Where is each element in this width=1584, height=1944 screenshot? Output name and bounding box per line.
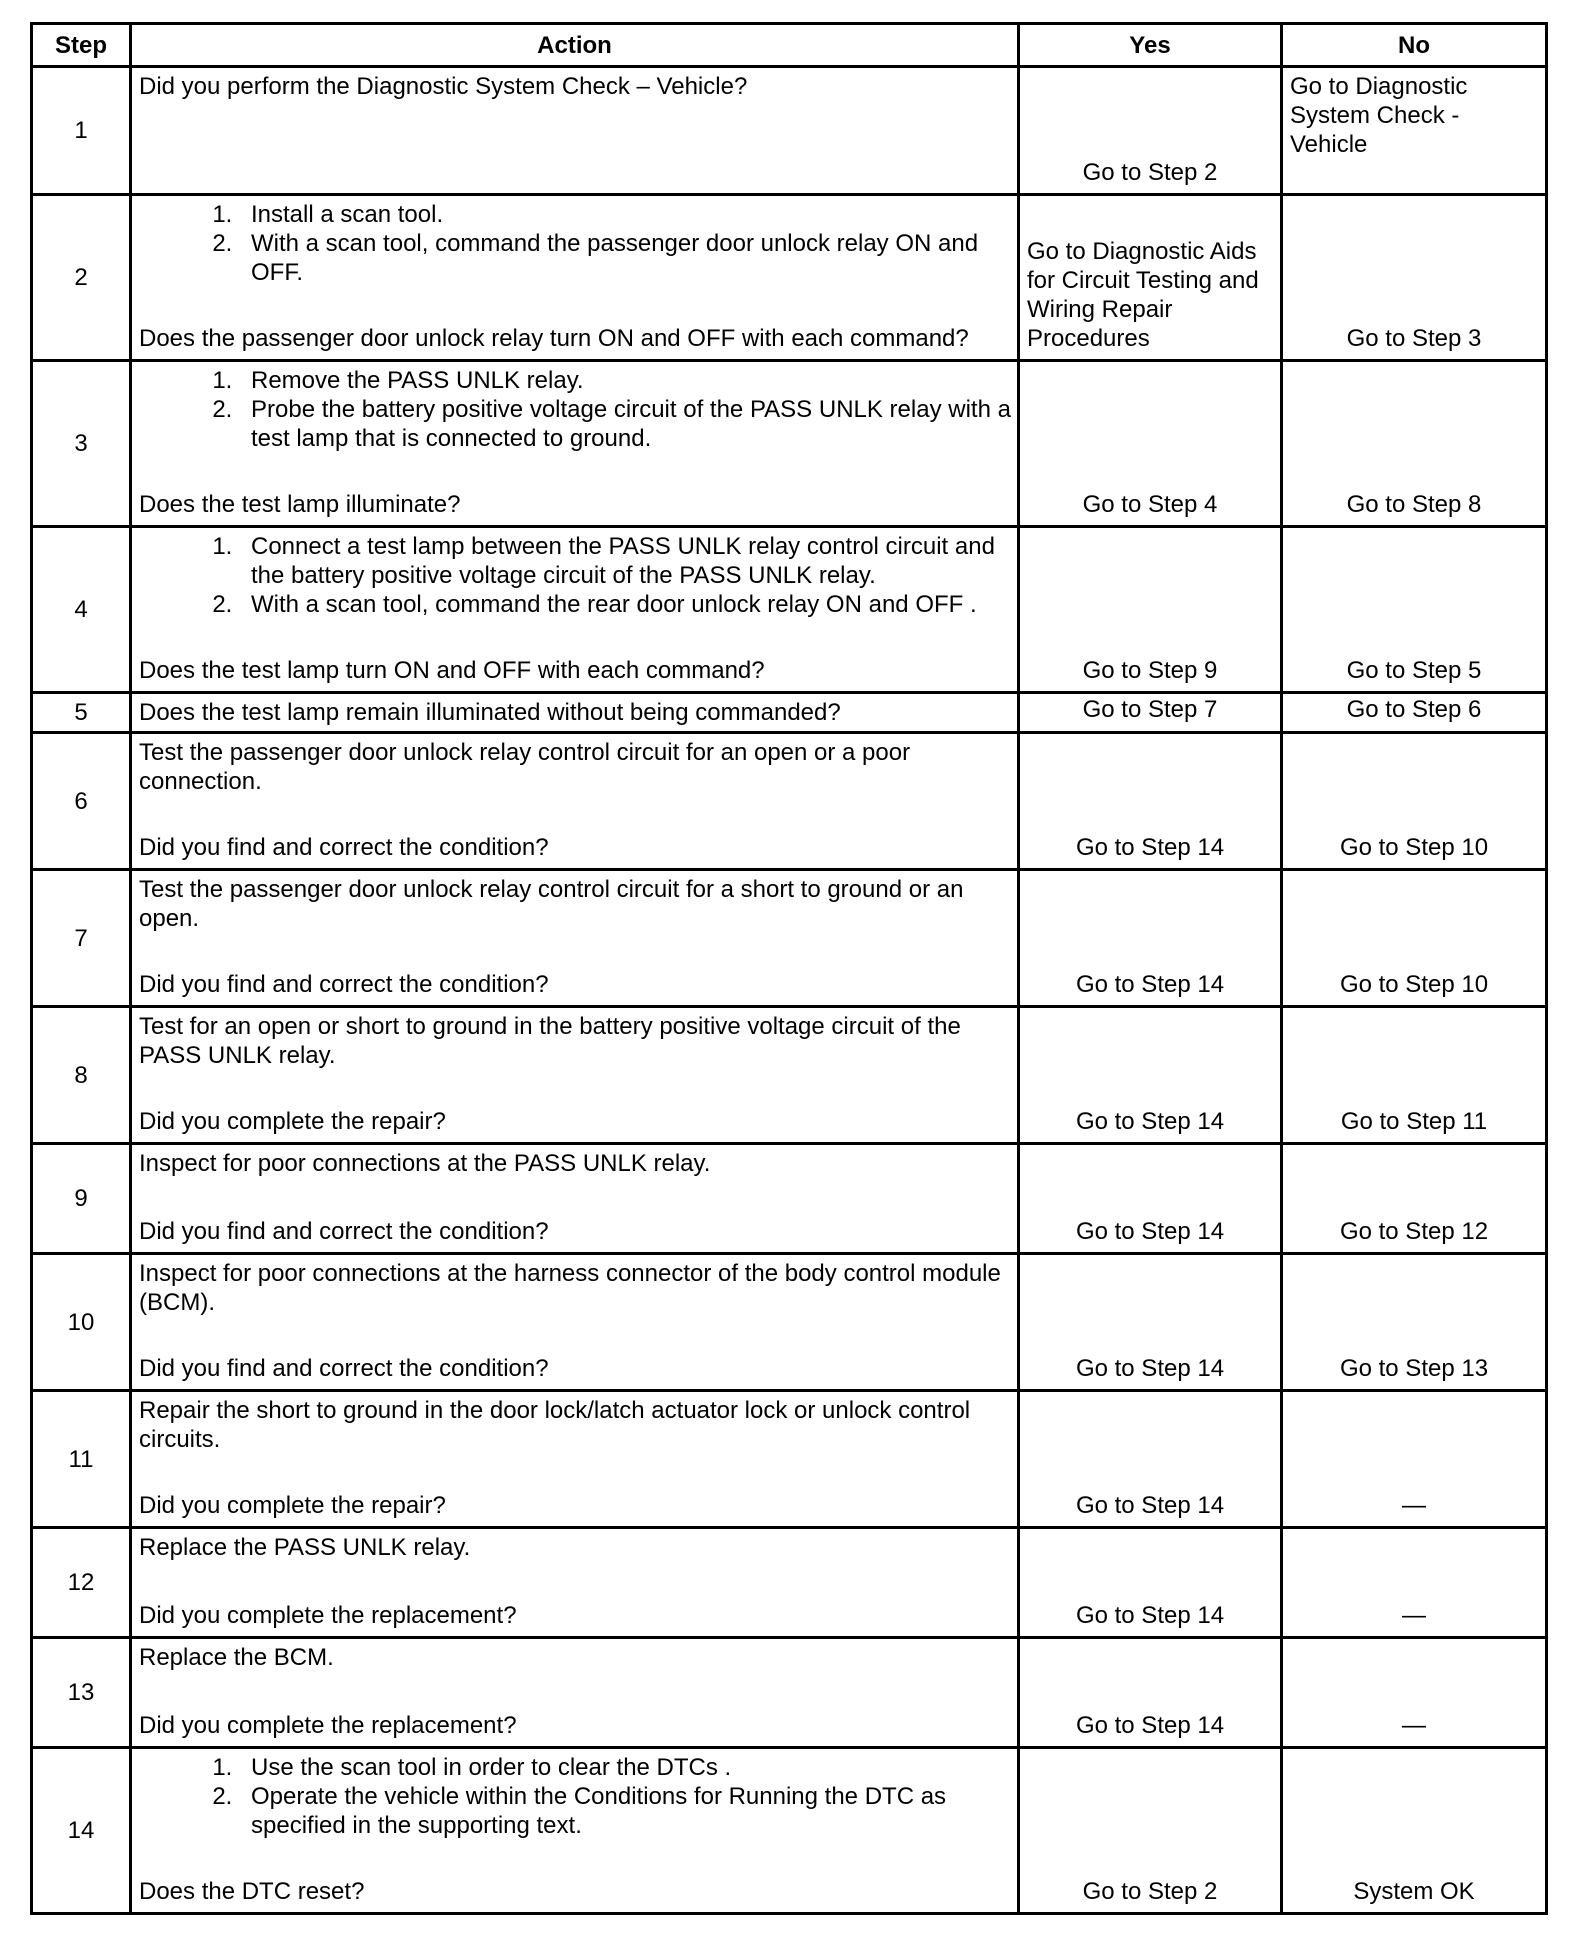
yes-outcome: Go to Step 2 xyxy=(1019,1748,1282,1914)
no-outcome: — xyxy=(1282,1528,1547,1638)
step-number: 3 xyxy=(32,361,131,527)
header-step: Step xyxy=(32,24,131,67)
no-outcome: — xyxy=(1282,1638,1547,1748)
yes-outcome: Go to Step 7 xyxy=(1019,693,1282,733)
table-row xyxy=(32,1528,1547,1638)
action-step-item: 1. Use the scan tool in order to clear the DTCs . xyxy=(239,1753,1011,1782)
action-cell xyxy=(131,1007,1019,1144)
action-question: Does the DTC reset? xyxy=(139,1878,365,1905)
table-row xyxy=(32,1144,1547,1254)
action-question: Did you complete the replacement? xyxy=(139,1712,517,1739)
step-number: 12 xyxy=(32,1528,131,1638)
action-cell xyxy=(131,1391,1019,1528)
header-yes: Yes xyxy=(1019,24,1282,67)
no-outcome: Go to Diagnostic System Check - Vehicle xyxy=(1282,67,1547,195)
table-row xyxy=(32,1638,1547,1748)
action-question: Does the test lamp turn ON and OFF with each command? xyxy=(139,657,765,684)
table-row xyxy=(32,870,1547,1007)
step-number: 9 xyxy=(32,1144,131,1254)
action-statement: Replace the PASS UNLK relay. xyxy=(139,1534,471,1561)
no-outcome: Go to Step 8 xyxy=(1282,361,1547,527)
diagnostic-table xyxy=(30,22,1548,1915)
no-outcome: Go to Step 10 xyxy=(1282,733,1547,870)
action-question: Did you find and correct the condition? xyxy=(139,1355,549,1382)
action-step-list xyxy=(139,200,1011,287)
action-statement: Replace the BCM. xyxy=(139,1644,334,1671)
no-outcome: Go to Step 3 xyxy=(1282,195,1547,361)
table-row xyxy=(32,1007,1547,1144)
yes-outcome: Go to Step 14 xyxy=(1019,1007,1282,1144)
step-number: 14 xyxy=(32,1748,131,1914)
yes-outcome: Go to Diagnostic Aids for Circuit Testing and Wiring Repair Procedures xyxy=(1019,195,1282,361)
table-row xyxy=(32,361,1547,527)
no-outcome: Go to Step 5 xyxy=(1282,527,1547,693)
action-cell xyxy=(131,1254,1019,1391)
header-no: No xyxy=(1282,24,1547,67)
action-cell xyxy=(131,693,1019,733)
step-number: 10 xyxy=(32,1254,131,1391)
yes-outcome: Go to Step 14 xyxy=(1019,1144,1282,1254)
no-outcome: — xyxy=(1282,1391,1547,1528)
action-cell xyxy=(131,67,1019,195)
action-cell xyxy=(131,1638,1019,1748)
action-question: Did you find and correct the condition? xyxy=(139,971,549,998)
action-step-item: 1. Install a scan tool. xyxy=(239,200,1011,229)
no-outcome: Go to Step 6 xyxy=(1282,693,1547,733)
action-cell xyxy=(131,870,1019,1007)
action-cell xyxy=(131,527,1019,693)
yes-outcome: Go to Step 14 xyxy=(1019,1528,1282,1638)
table-row xyxy=(32,195,1547,361)
yes-outcome: Go to Step 14 xyxy=(1019,1638,1282,1748)
action-cell xyxy=(131,1748,1019,1914)
action-statement: Inspect for poor connections at the harness connector of the body control module (BCM). xyxy=(139,1260,1001,1316)
table-row xyxy=(32,527,1547,693)
yes-outcome: Go to Step 14 xyxy=(1019,1391,1282,1528)
step-number: 2 xyxy=(32,195,131,361)
header-row xyxy=(32,24,1547,67)
no-outcome: Go to Step 12 xyxy=(1282,1144,1547,1254)
action-statement: Inspect for poor connections at the PASS UNLK relay. xyxy=(139,1150,711,1177)
table-row xyxy=(32,693,1547,733)
action-question: Did you complete the repair? xyxy=(139,1108,446,1135)
action-step-item: 2. With a scan tool, command the passenger door unlock relay ON and OFF. xyxy=(239,229,1011,287)
table-row xyxy=(32,67,1547,195)
step-number: 7 xyxy=(32,870,131,1007)
action-question: Does the test lamp illuminate? xyxy=(139,491,461,518)
table-row xyxy=(32,733,1547,870)
step-number: 5 xyxy=(32,693,131,733)
header-action: Action xyxy=(131,24,1019,67)
yes-outcome: Go to Step 14 xyxy=(1019,733,1282,870)
action-cell xyxy=(131,733,1019,870)
action-statement: Test the passenger door unlock relay control circuit for a short to ground or an open. xyxy=(139,876,964,932)
action-statement: Test the passenger door unlock relay control circuit for an open or a poor connection. xyxy=(139,739,911,795)
step-number: 4 xyxy=(32,527,131,693)
action-step-list xyxy=(139,366,1011,453)
yes-outcome: Go to Step 14 xyxy=(1019,1254,1282,1391)
action-question: Did you find and correct the condition? xyxy=(139,1218,549,1245)
action-step-list xyxy=(139,532,1011,619)
step-number: 11 xyxy=(32,1391,131,1528)
action-step-item: 2. Probe the battery positive voltage circuit of the PASS UNLK relay with a test lamp that is connected to ground. xyxy=(239,395,1011,453)
action-question: Did you complete the replacement? xyxy=(139,1602,517,1629)
no-outcome: Go to Step 13 xyxy=(1282,1254,1547,1391)
action-question: Does the passenger door unlock relay turn ON and OFF with each command? xyxy=(139,325,969,352)
no-outcome: System OK xyxy=(1282,1748,1547,1914)
step-number: 1 xyxy=(32,67,131,195)
table-row xyxy=(32,1748,1547,1914)
action-question: Did you find and correct the condition? xyxy=(139,834,549,861)
action-cell xyxy=(131,361,1019,527)
action-question: Did you perform the Diagnostic System Check – Vehicle? xyxy=(139,73,748,100)
yes-outcome: Go to Step 4 xyxy=(1019,361,1282,527)
action-step-list xyxy=(139,1753,1011,1840)
step-number: 6 xyxy=(32,733,131,870)
action-question: Does the test lamp remain illuminated without being commanded? xyxy=(139,699,841,726)
action-step-item: 1. Remove the PASS UNLK relay. xyxy=(239,366,1011,395)
yes-outcome: Go to Step 14 xyxy=(1019,870,1282,1007)
yes-outcome: Go to Step 9 xyxy=(1019,527,1282,693)
table-row xyxy=(32,1254,1547,1391)
no-outcome: Go to Step 11 xyxy=(1282,1007,1547,1144)
yes-outcome: Go to Step 2 xyxy=(1019,67,1282,195)
action-step-item: 1. Connect a test lamp between the PASS UNLK relay control circuit and the battery positive voltage circuit of the PASS UNLK relay. xyxy=(239,532,1011,590)
action-question: Did you complete the repair? xyxy=(139,1492,446,1519)
step-number: 13 xyxy=(32,1638,131,1748)
action-step-item: 2. With a scan tool, command the rear door unlock relay ON and OFF . xyxy=(239,590,1011,619)
no-outcome: Go to Step 10 xyxy=(1282,870,1547,1007)
table-row xyxy=(32,1391,1547,1528)
action-cell xyxy=(131,1144,1019,1254)
table-body xyxy=(32,67,1547,1914)
action-statement: Repair the short to ground in the door lock/latch actuator lock or unlock control circuits. xyxy=(139,1397,971,1453)
step-number: 8 xyxy=(32,1007,131,1144)
action-statement: Test for an open or short to ground in the battery positive voltage circuit of the PASS UNLK relay. xyxy=(139,1013,961,1069)
action-cell xyxy=(131,195,1019,361)
action-step-item: 2. Operate the vehicle within the Conditions for Running the DTC as specified in the supporting text. xyxy=(239,1782,1011,1840)
action-cell xyxy=(131,1528,1019,1638)
